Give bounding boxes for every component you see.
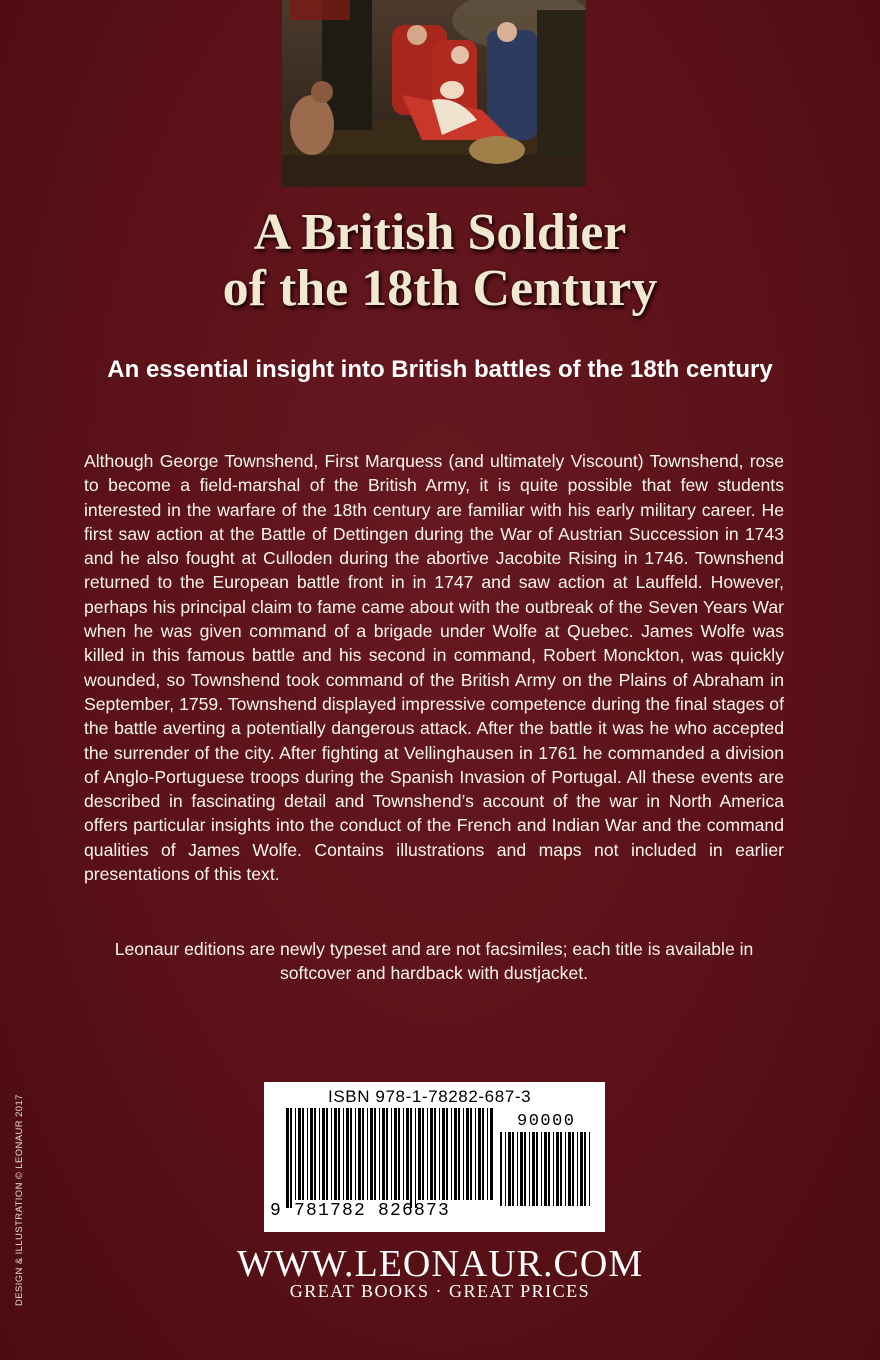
barcode-bar (391, 1108, 392, 1200)
barcode-bar (415, 1108, 416, 1208)
barcode-bar (508, 1132, 511, 1206)
barcode-bar (295, 1108, 296, 1200)
barcode-bar (463, 1108, 464, 1200)
barcode-bar (379, 1108, 380, 1200)
barcode-bar (470, 1108, 472, 1200)
book-title-line-1: A British Soldier (253, 204, 627, 261)
barcode-bar (319, 1108, 320, 1200)
barcode-bar (446, 1108, 448, 1200)
barcode-bar (487, 1108, 488, 1200)
barcode-bar (572, 1132, 574, 1206)
barcode-bar (343, 1108, 344, 1200)
barcode-bar (536, 1132, 538, 1206)
publisher-website[interactable]: WWW.LEONAUR.COM (236, 1243, 644, 1285)
barcode-bar (560, 1132, 562, 1206)
barcode-bar (422, 1108, 424, 1200)
barcode-bar (520, 1132, 523, 1206)
barcode-bar (350, 1108, 352, 1200)
barcode-bar (434, 1108, 436, 1200)
cover-painting (282, 0, 586, 187)
barcode-bar (298, 1108, 301, 1200)
barcode-bar (362, 1108, 364, 1200)
barcode-bar (524, 1132, 526, 1206)
barcode-bar (580, 1132, 583, 1206)
barcode-bar (302, 1108, 304, 1200)
barcode-bar (500, 1132, 502, 1206)
design-credit: DESIGN & ILLUSTRATION © LEONAUR 2017 (14, 1094, 25, 1306)
barcode-bar (286, 1108, 289, 1208)
barcode-bar (458, 1108, 460, 1200)
barcode-bar (403, 1108, 404, 1200)
barcode-bar (565, 1132, 566, 1206)
price-code: 90000 (517, 1112, 576, 1131)
barcode-bar (439, 1108, 440, 1200)
barcode-bar (358, 1108, 361, 1200)
barcode-bar (310, 1108, 313, 1200)
barcode-bar (505, 1132, 506, 1206)
barcode-bar (553, 1132, 554, 1206)
ean-barcode (286, 1108, 496, 1208)
barcode-bar (517, 1132, 518, 1206)
barcode-bar (398, 1108, 400, 1200)
barcode-bar (418, 1108, 421, 1200)
barcode-bar (475, 1108, 476, 1200)
barcode-bar (326, 1108, 328, 1200)
barcode-bar (482, 1108, 484, 1200)
barcode-bar (490, 1108, 493, 1200)
barcode-bar (314, 1108, 316, 1200)
barcode-bar (451, 1108, 452, 1200)
barcode-bar (322, 1108, 325, 1200)
publisher-tagline: GREAT BOOKS · GREAT PRICES (289, 1281, 591, 1301)
barcode-bar (370, 1108, 373, 1200)
book-blurb: Although George Townshend, First Marquess (and ultimately Viscount) Townshend, rose to become a field-marshal of the British Army, it is quite possible that few students interested in the warfare of the 18th century are familiar with his early military career. He first saw action at the Battle of Dettingen during the War of Austrian Succession in 1743 and he also fought at Culloden during the abortive Jacobite Rising in 1746. Townshend returned to the European battle front in in 1747 and saw action at Lauffeld. However, perhaps his principal claim to fame came about with the outbreak of the Seven Years War when he was given command of a brigade under Wolfe at Quebec. James Wolfe was killed in this famous battle and his second in command, Robert Monckton, was quickly wounded, so Townshend took command of the British Army on the Plains of Abraham in September, 1759. Townshend displayed impressive competence during the final stages of the battle averting a potentially dangerous attack. After the battle it was he who accepted the surrender of the city. After fighting at Vellinghausen in 1761 he commanded a division of Anglo-Portuguese troops during the Spanish Invasion of Portugal. All these events are described in fascinating detail and Townshend’s account of the war in North America offers particular insights into the conduct of the French and Indian War and the command qualities of James Wolfe. Contains illustrations and maps not included in earlier presentations of this text. (84, 451, 784, 885)
barcode-bar (548, 1132, 550, 1206)
ean-digits: 9 781782 826873 (270, 1201, 451, 1221)
barcode-bar (334, 1108, 337, 1200)
painting-image (282, 0, 586, 187)
barcode-bar (478, 1108, 481, 1200)
barcode-bar (338, 1108, 340, 1200)
barcode-bar (512, 1132, 514, 1206)
barcode-bar (544, 1132, 547, 1206)
barcode-bar (589, 1132, 590, 1206)
barcode-bar (290, 1108, 292, 1208)
barcode-bar (394, 1108, 397, 1200)
book-subtitle: An essential insight into British battles of the 18th century (107, 356, 773, 383)
barcode-bar (307, 1108, 308, 1200)
barcode-bar (584, 1132, 586, 1206)
barcode-bar (386, 1108, 388, 1200)
barcode-bar (556, 1132, 559, 1206)
barcode-bar (374, 1108, 376, 1200)
editions-note: Leonaur editions are newly typeset and are not facsimiles; each title is available in softcover and hardback with dustjacket. (114, 939, 754, 984)
barcode-bar (331, 1108, 332, 1200)
barcode-bar (355, 1108, 356, 1200)
barcode-bar (410, 1108, 412, 1208)
barcode-bar (406, 1108, 409, 1200)
barcode-bar (346, 1108, 349, 1200)
barcode-bar (367, 1108, 368, 1200)
barcode-box (264, 1082, 605, 1232)
barcode-bar (568, 1132, 571, 1206)
barcode-bar (442, 1108, 445, 1200)
isbn-label: ISBN 978-1-78282-687-3 (328, 1087, 532, 1106)
barcode-bar (541, 1132, 542, 1206)
book-title-line-2: of the 18th Century (222, 260, 658, 317)
barcode-bar (454, 1108, 457, 1200)
barcode-bar (466, 1108, 469, 1200)
barcode-bar (382, 1108, 385, 1200)
barcode-bar (430, 1108, 433, 1200)
barcode-bar (427, 1108, 428, 1200)
addon-barcode (500, 1132, 596, 1214)
barcode-bar (577, 1132, 578, 1206)
barcode-bar (529, 1132, 530, 1206)
barcode-bar (532, 1132, 535, 1206)
